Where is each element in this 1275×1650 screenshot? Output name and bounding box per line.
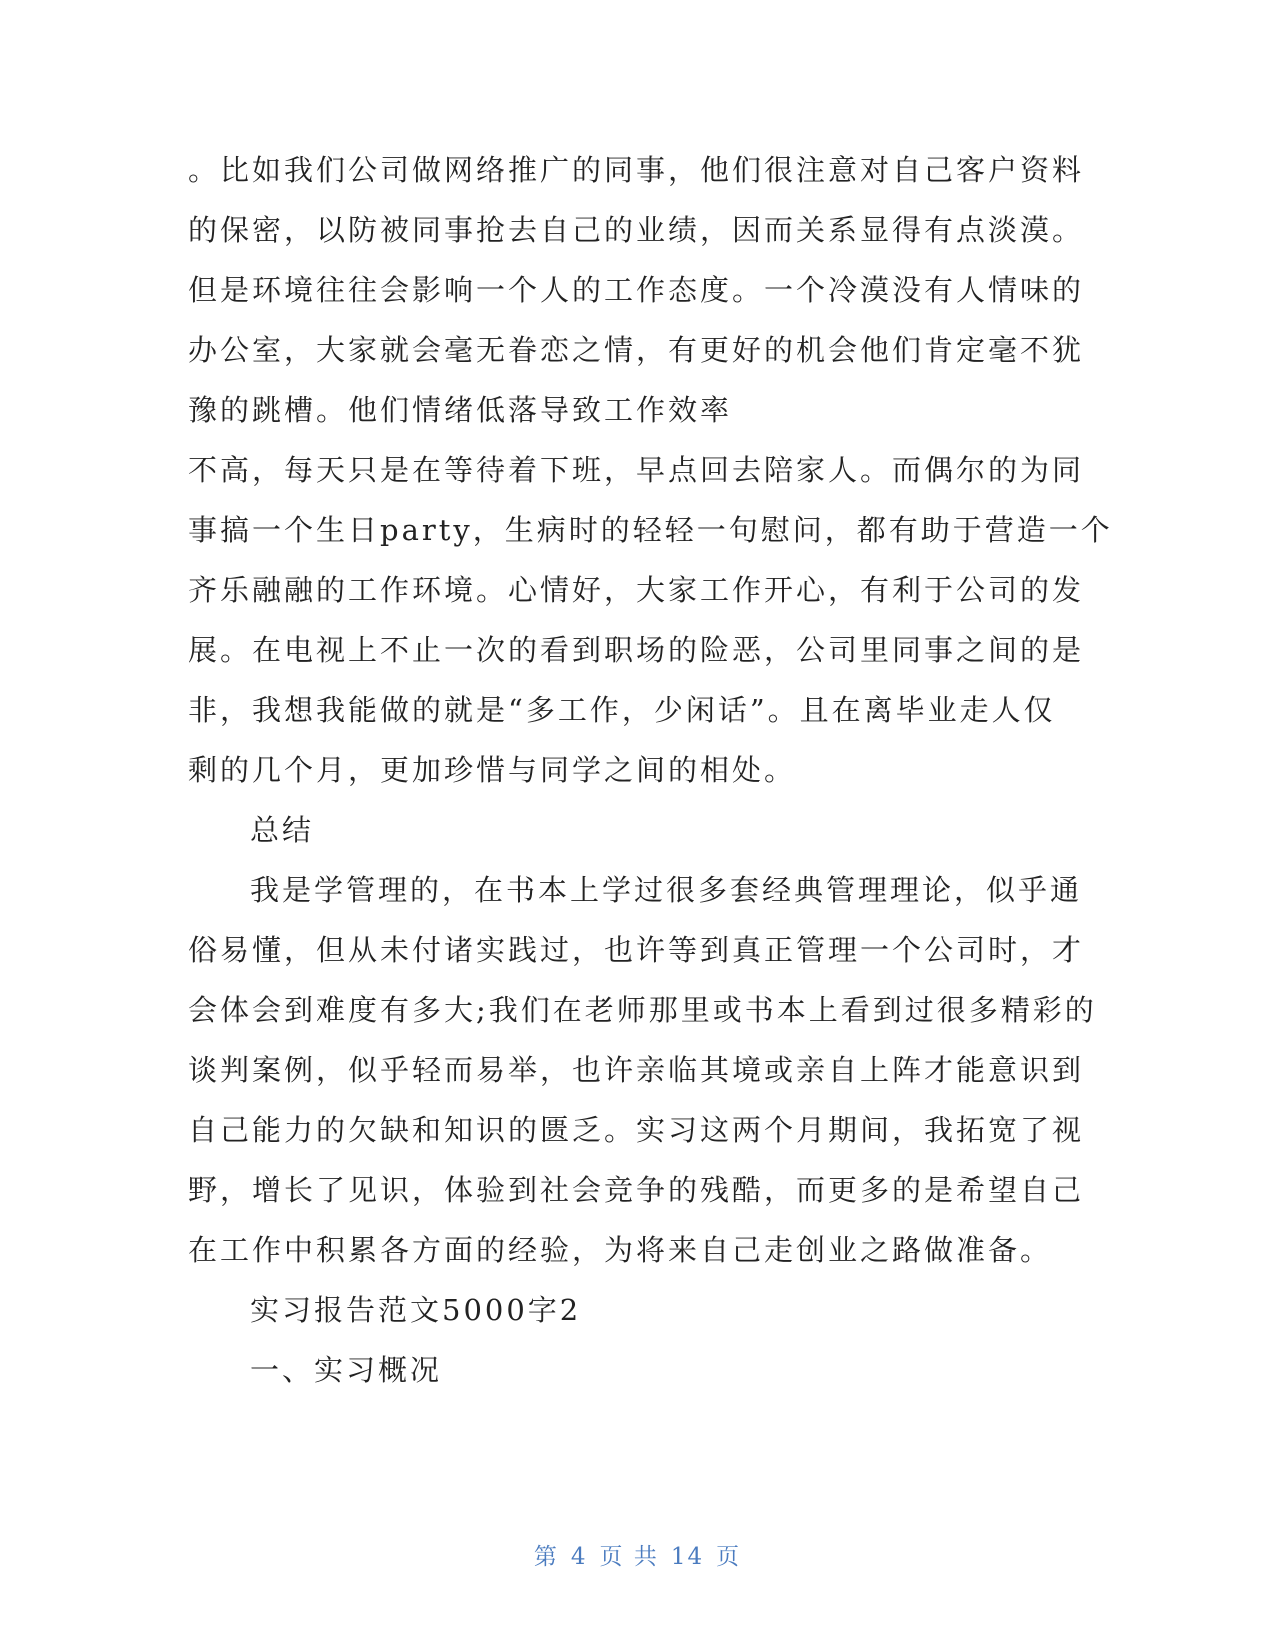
paragraph-line: 在工作中积累各方面的经验，为将来自己走创业之路做准备。 bbox=[188, 1233, 1053, 1267]
footer-suffix: 页 bbox=[716, 1544, 742, 1570]
paragraph-line: 豫的跳槽。他们情绪低落导致工作效率 bbox=[188, 393, 733, 427]
paragraph-line: 我是学管理的，在书本上学过很多套经典管理理论，似乎通 bbox=[250, 873, 1083, 907]
paragraph-line: 俗易懂，但从未付诸实践过，也许等到真正管理一个公司时，才 bbox=[188, 933, 1085, 967]
paragraph-line: 非，我想我能做的就是“多工作，少闲话”。且在离毕业走人仅 bbox=[188, 693, 1056, 727]
section-heading-overview: 一、实习概况 bbox=[250, 1353, 443, 1387]
paragraph-line: 谈判案例，似乎轻而易举，也许亲临其境或亲自上阵才能意识到 bbox=[188, 1053, 1085, 1087]
paragraph-line: 剩的几个月，更加珍惜与同学之间的相处。 bbox=[188, 753, 797, 787]
footer-total-pages: 14 bbox=[670, 1544, 705, 1570]
paragraph-line: 。比如我们公司做网络推广的同事，他们很注意对自己客户资料 bbox=[188, 153, 1085, 187]
paragraph-line: 齐乐融融的工作环境。心情好，大家工作开心，有利于公司的发 bbox=[188, 573, 1085, 607]
page-footer bbox=[0, 1538, 1275, 1571]
paragraph-line: 不高，每天只是在等待着下班，早点回去陪家人。而偶尔的为同 bbox=[188, 453, 1085, 487]
footer-prefix: 第 bbox=[533, 1544, 559, 1570]
footer-middle: 页 共 bbox=[599, 1544, 659, 1570]
paragraph-line: 会体会到难度有多大;我们在老师那里或书本上看到过很多精彩的 bbox=[188, 993, 1097, 1027]
paragraph-line: 自己能力的欠缺和知识的匮乏。实习这两个月期间，我拓宽了视 bbox=[188, 1113, 1085, 1147]
paragraph-line: 展。在电视上不止一次的看到职场的险恶，公司里同事之间的是 bbox=[188, 633, 1085, 667]
paragraph-line: 办公室，大家就会毫无眷恋之情，有更好的机会他们肯定毫不犹 bbox=[188, 333, 1085, 367]
section-heading-report-title: 实习报告范文5000字2 bbox=[250, 1293, 582, 1327]
paragraph-line: 野，增长了见识，体验到社会竞争的残酷，而更多的是希望自己 bbox=[188, 1173, 1085, 1207]
document-body bbox=[188, 140, 1113, 1400]
section-heading-summary: 总结 bbox=[250, 813, 315, 847]
paragraph-line: 的保密，以防被同事抢去自己的业绩，因而关系显得有点淡漠。 bbox=[188, 213, 1085, 247]
footer-current-page: 4 bbox=[570, 1544, 588, 1570]
paragraph-line: 事搞一个生日party，生病时的轻轻一句慰问，都有助于营造一个 bbox=[188, 513, 1113, 547]
paragraph-line: 但是环境往往会影响一个人的工作态度。一个冷漠没有人情味的 bbox=[188, 273, 1085, 307]
